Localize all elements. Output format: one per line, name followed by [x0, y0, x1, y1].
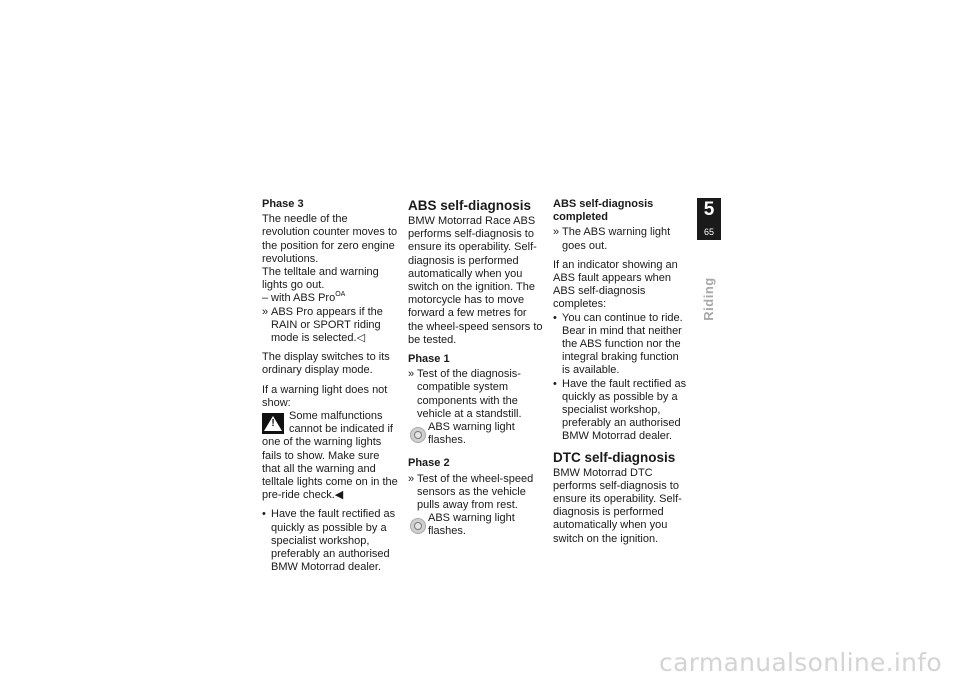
phase2-text: Test of the wheel-speed sensors as the vehicle pulls away from rest. [417, 472, 534, 512]
abs-heading: ABS self-diagnosis [408, 198, 532, 213]
warning-block [262, 410, 398, 502]
abs-warning-light-icon [410, 518, 426, 534]
phase1-abs-line [408, 421, 544, 447]
phase2-heading: Phase 2 [408, 457, 450, 470]
exclamation-glyph: ! [271, 418, 275, 430]
phase1-marker: » [408, 368, 415, 381]
completed-marker: » [553, 226, 560, 239]
bullet-item [262, 508, 398, 574]
column-1 [262, 198, 398, 574]
phase3-text: The needle of the revolution counter moves to the position for zero engine revolutions. [262, 213, 398, 265]
dtc-text: BMW Motorrad DTC performs self-diagnosis to ensure its operability. Self-diagnosis is performed automatically when you switch on the ignition. [553, 466, 682, 545]
bullet-item [553, 312, 689, 378]
telltale-text: The telltale and warning lights go out. [262, 266, 379, 292]
completed-step [553, 226, 689, 252]
bullet2-text: Have the fault rectified as quickly as possible by a specialist workshop, preferably an authorised BMW Motorrad dealer. [562, 377, 687, 443]
warning-text: Some malfunctions cannot be indicated if one of the warning lights fails to show. Make sure that all the warning and telltale lights come on in the pre-ride check.◀ [262, 410, 398, 502]
phase1-text: Test of the diagnosis-compatible system components with the vehicle at a standstill. [417, 368, 522, 420]
option-line [262, 292, 398, 305]
option-text: with ABS Pro [271, 292, 336, 305]
abs-completed-heading: ABS self-diagnosis completed [553, 198, 654, 224]
bullet1-text: You can continue to ride. Bear in mind that neither the ABS function nor the integral braking function is available. [562, 311, 683, 377]
result-text: ABS Pro appears if the RAIN or SPORT riding mode is selected.◁ [271, 305, 383, 345]
phase2-marker: » [408, 472, 415, 485]
phase2-abs-text: ABS warning light flashes. [428, 512, 515, 538]
bullet-marker: • [262, 508, 266, 521]
display-text: The display switches to its ordinary display mode. [262, 351, 390, 377]
watermark: carmanualsonline.info [659, 648, 942, 677]
phase2-step [408, 473, 544, 513]
dash-marker: – [262, 292, 269, 305]
chapter-tab [697, 198, 721, 240]
result-marker: » [262, 305, 269, 318]
phase1-step [408, 368, 544, 421]
column-3 [553, 198, 689, 552]
section-label: Riding [701, 277, 716, 321]
phase2-abs-line [408, 512, 544, 538]
bullet-marker: • [553, 311, 557, 324]
page-number: 65 [703, 227, 714, 237]
dtc-heading: DTC self-diagnosis [553, 449, 676, 465]
abs-warning-light-icon [410, 427, 426, 443]
phase1-abs-text: ABS warning light flashes. [428, 421, 515, 447]
option-sup: OA [335, 291, 346, 299]
chapter-number: 5 [703, 199, 715, 220]
result-line [262, 306, 398, 346]
completed-text: The ABS warning light goes out. [562, 226, 671, 252]
warning-triangle-icon [262, 413, 284, 434]
abs-intro-text: BMW Motorrad Race ABS performs self-diagnosis to ensure its operability. Self-diagnosis is performed automatically when you switch on the ignition. The motorcycle has to move forward a few metres for the wheel-speed sensors to be tested. [408, 215, 543, 346]
phase1-heading: Phase 1 [408, 353, 450, 366]
bullet-text: Have the fault rectified as quickly as possible by a specialist workshop, preferably an authorised BMW Motorrad dealer. [271, 508, 396, 574]
bullet-marker: • [553, 377, 557, 390]
indicator-text: If an indicator showing an ABS fault appears when ABS self-diagnosis completes: [553, 258, 678, 311]
phase3-heading: Phase 3 [262, 198, 304, 210]
column-2 [408, 198, 544, 549]
if-warning-text: If a warning light does not show: [262, 383, 388, 409]
bullet-item [553, 378, 689, 444]
